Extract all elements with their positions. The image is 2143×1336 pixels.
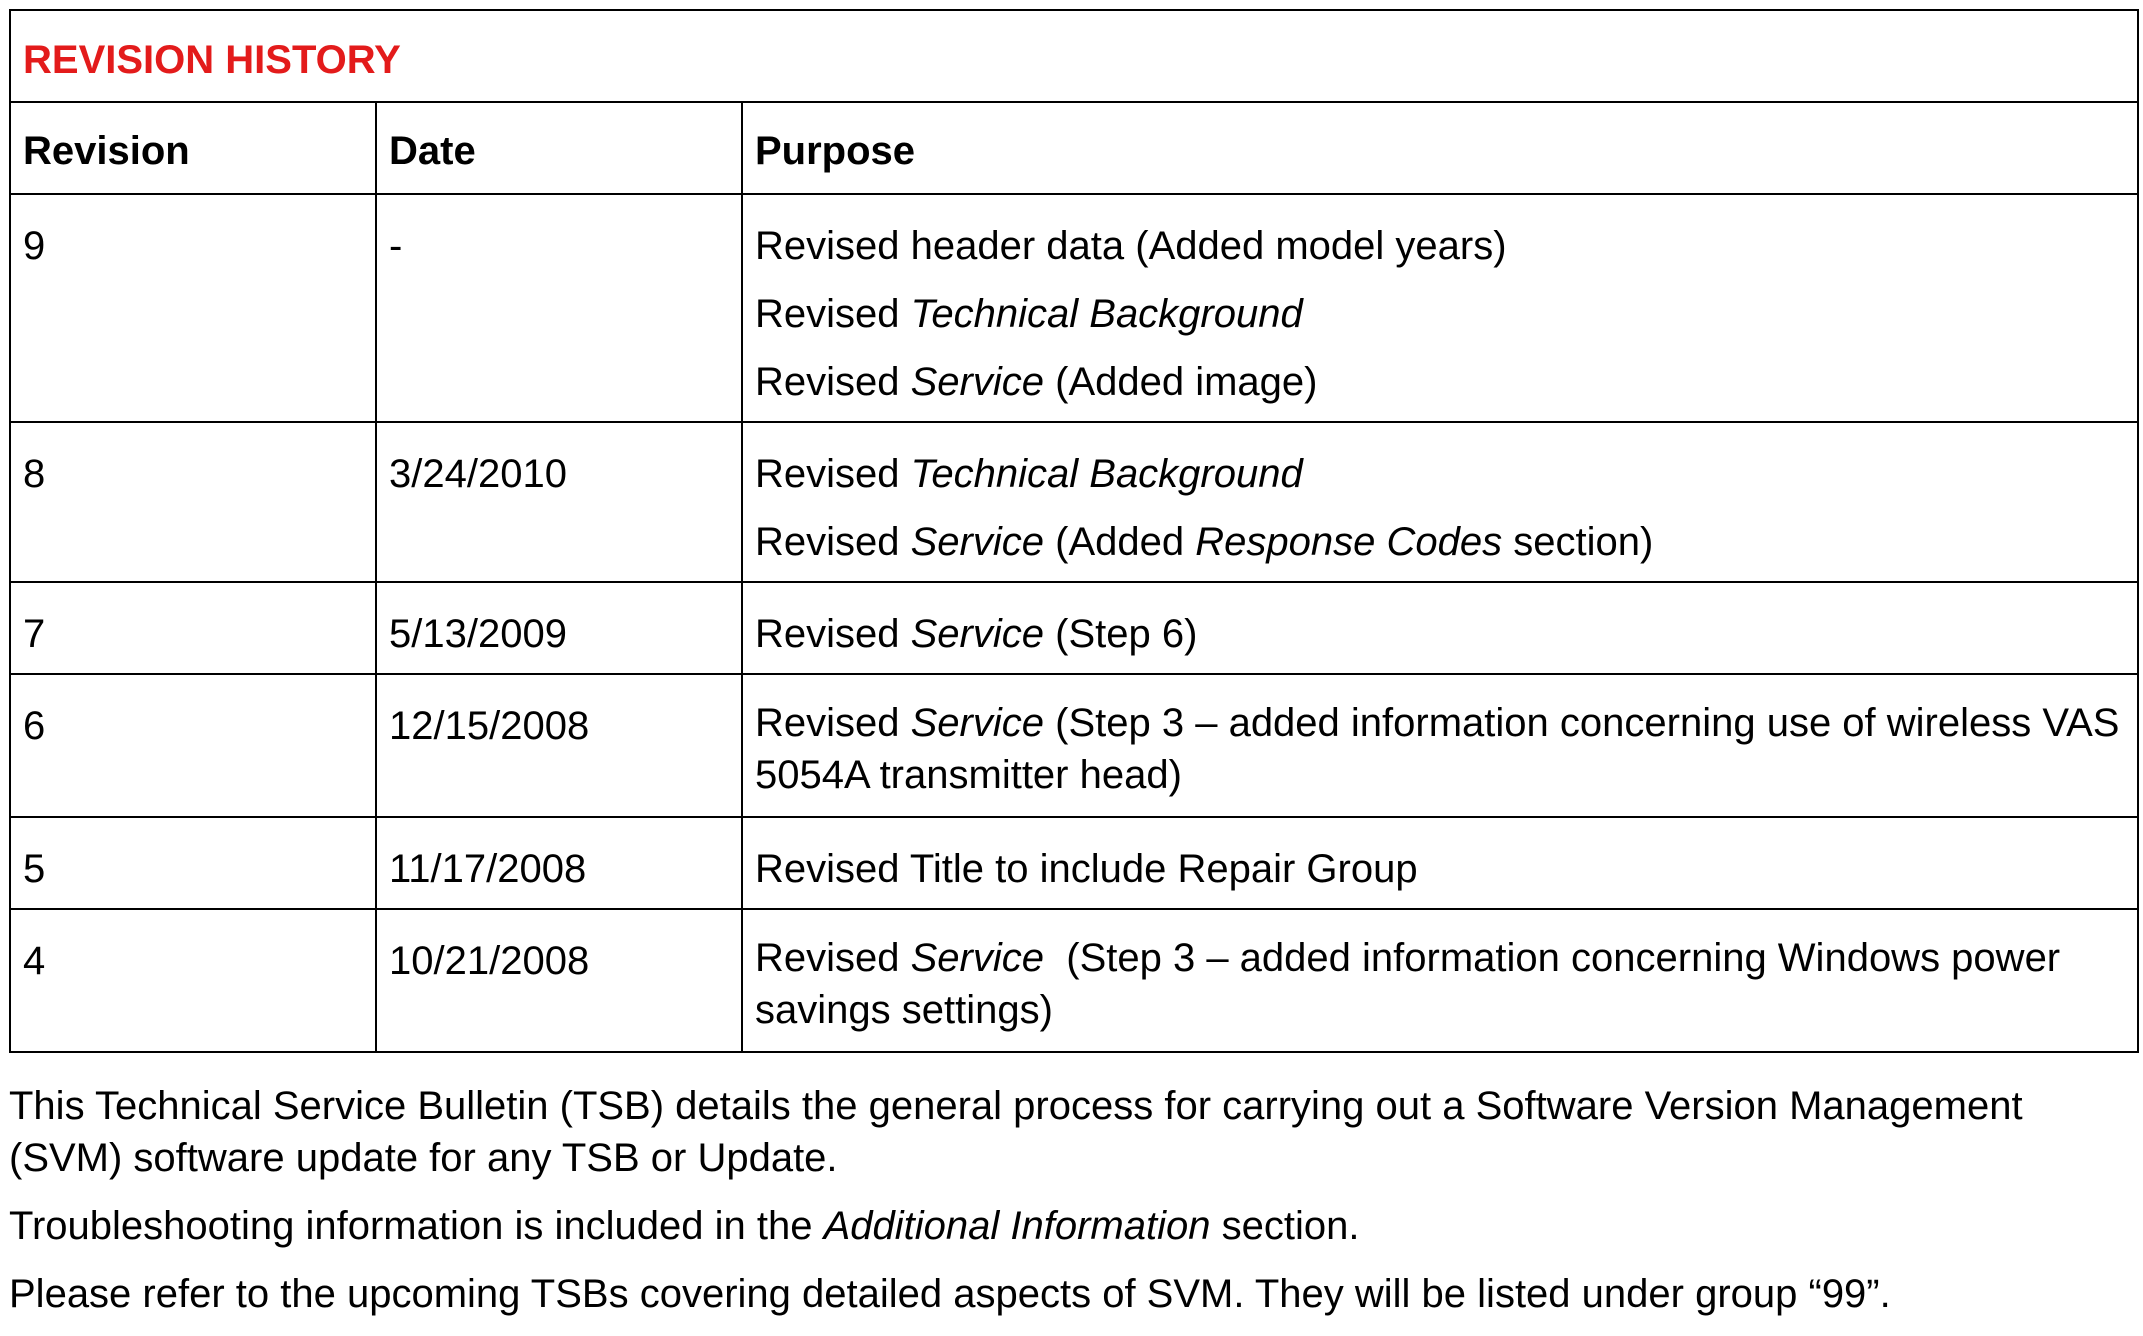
date-cell: 11/17/2008 bbox=[376, 817, 742, 909]
revision-cell: 8 bbox=[10, 422, 376, 582]
purpose-cell bbox=[742, 422, 2138, 582]
purpose-cell bbox=[742, 582, 2138, 674]
purpose-line: Revised Technical Background bbox=[755, 452, 1303, 496]
revision-history-table bbox=[9, 9, 2139, 1053]
column-header-date: Date bbox=[376, 102, 742, 194]
purpose-line: Revised Service (Step 3 – added information concerning Windows power savings settings) bbox=[755, 936, 2072, 1032]
purpose-line: Revised Service (Added image) bbox=[755, 360, 1318, 404]
table-row bbox=[10, 674, 2138, 817]
revision-cell: 5 bbox=[10, 817, 376, 909]
revision-cell: 9 bbox=[10, 194, 376, 422]
revision-cell: 7 bbox=[10, 582, 376, 674]
date-cell: 3/24/2010 bbox=[376, 422, 742, 582]
revision-cell: 6 bbox=[10, 674, 376, 817]
date-cell: 10/21/2008 bbox=[376, 909, 742, 1052]
date-cell: - bbox=[376, 194, 742, 422]
purpose-cell bbox=[742, 909, 2138, 1052]
table-row bbox=[10, 909, 2138, 1052]
purpose-line: Revised header data (Added model years) bbox=[755, 224, 1507, 268]
table-header-row bbox=[10, 102, 2138, 194]
revision-history-title-cell bbox=[10, 10, 2138, 102]
column-header-purpose: Purpose bbox=[742, 102, 2138, 194]
date-cell: 5/13/2009 bbox=[376, 582, 742, 674]
revision-cell: 4 bbox=[10, 909, 376, 1052]
purpose-line: Revised Title to include Repair Group bbox=[755, 847, 1418, 891]
table-row bbox=[10, 582, 2138, 674]
date-cell: 12/15/2008 bbox=[376, 674, 742, 817]
purpose-line: Revised Service (Step 3 – added information concerning use of wireless VAS 5054A transmitter head) bbox=[755, 701, 2120, 797]
purpose-line: Revised Service (Step 6) bbox=[755, 612, 1198, 656]
purpose-line: Revised Technical Background bbox=[755, 292, 1303, 336]
note-paragraph: Troubleshooting information is included in the Additional Information section. bbox=[9, 1204, 1360, 1248]
purpose-cell bbox=[742, 194, 2138, 422]
table-row bbox=[10, 422, 2138, 582]
note-paragraph: This Technical Service Bulletin (TSB) details the general process for carrying out a Software Version Management (SVM) software update for any TSB or Update. bbox=[9, 1084, 2023, 1180]
purpose-cell bbox=[742, 817, 2138, 909]
purpose-line: Revised Service (Added Response Codes section) bbox=[755, 520, 1654, 564]
table-row bbox=[10, 194, 2138, 422]
note-paragraph: Please refer to the upcoming TSBs covering detailed aspects of SVM. They will be listed under group “99”. bbox=[9, 1272, 1891, 1316]
column-header-revision: Revision bbox=[10, 102, 376, 194]
table-row bbox=[10, 817, 2138, 909]
revision-history-title: REVISION HISTORY bbox=[23, 38, 401, 82]
purpose-cell bbox=[742, 674, 2138, 817]
bulletin-notes bbox=[9, 1080, 2137, 1336]
